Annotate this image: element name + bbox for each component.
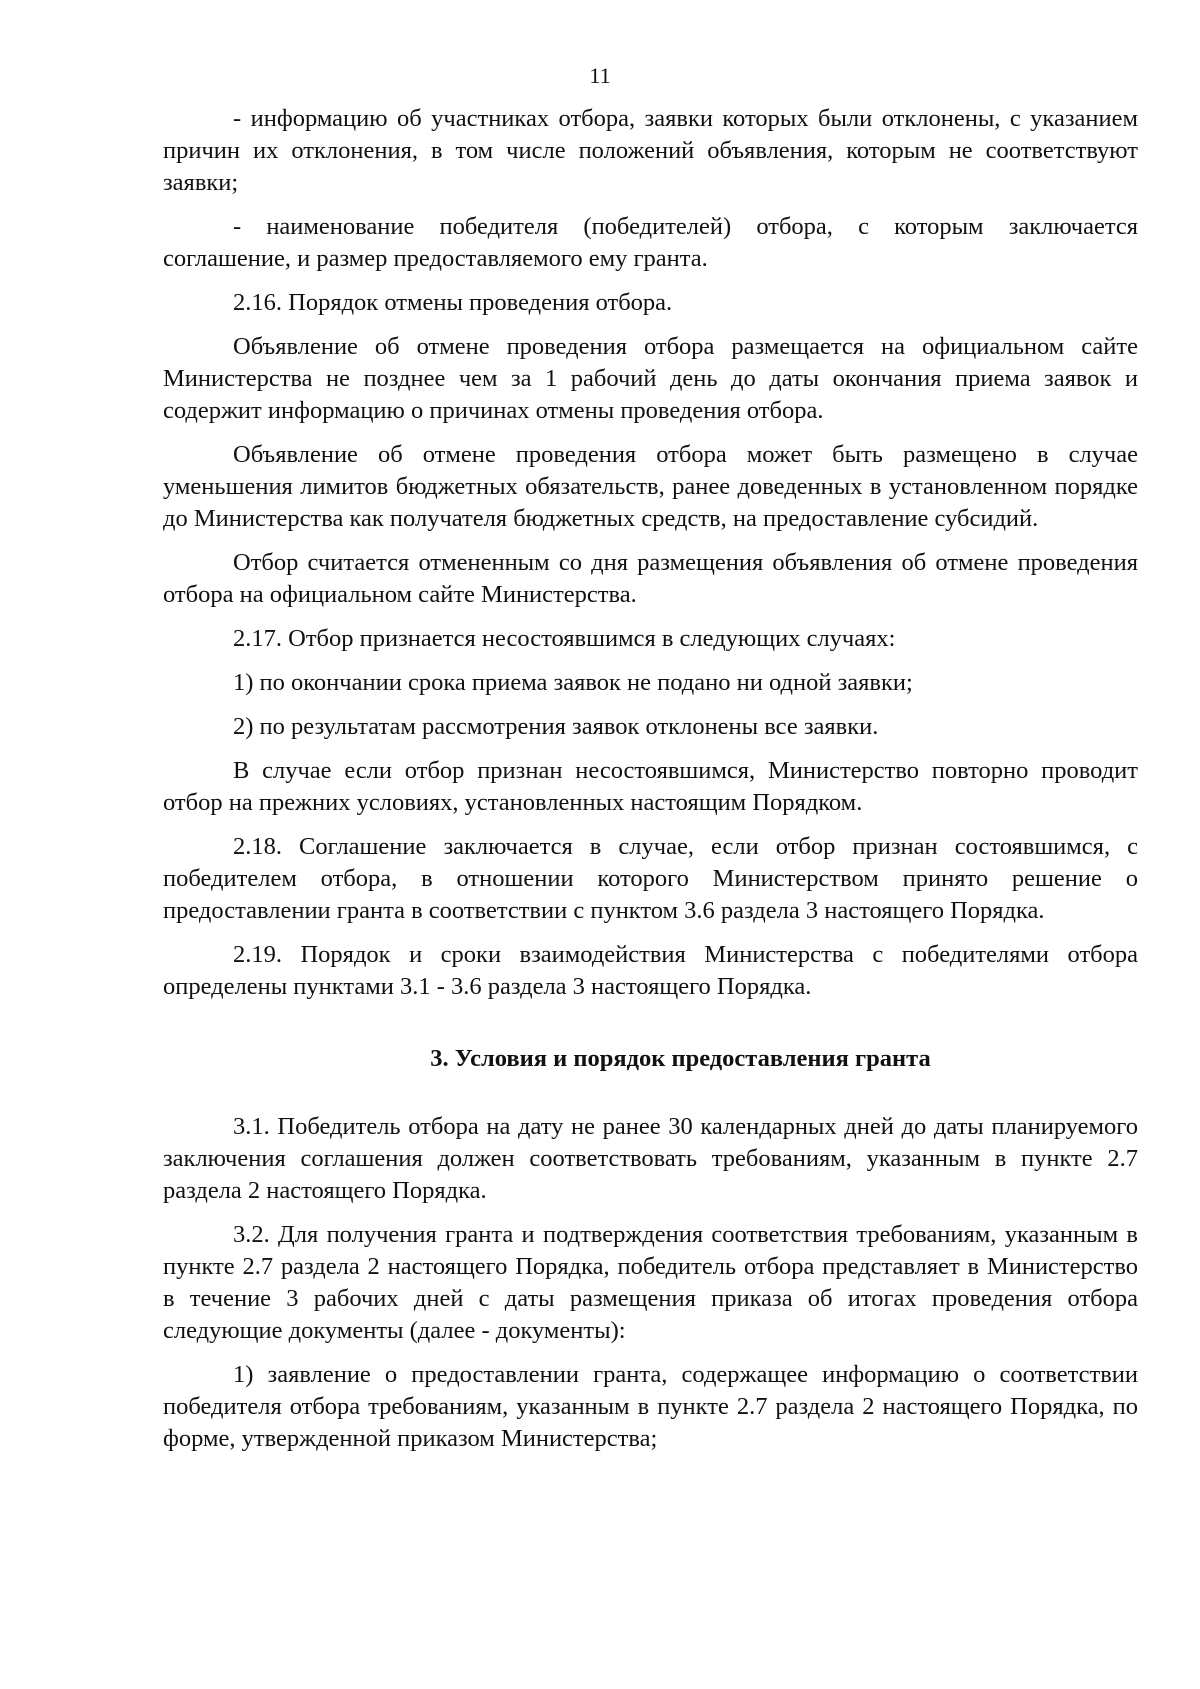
page-number: 11 xyxy=(589,63,611,88)
paragraph-3-2: 3.2. Для получения гранта и подтверждения соответствия требованиям, указанным в пункте 2.7 раздела 2 настоящего Порядка, победитель отбора представляет в Министерство в течение 3 рабочих дней с даты размещения приказа об итогах проведения отбора следующие документы (далее - документы): xyxy=(163,1221,1138,1344)
paragraph-cancellation-announcement: Объявление об отмене проведения отбора размещается на официальном сайте Министерства не позднее чем за 1 рабочий день до даты окончания приема заявок и содержит информацию о причинах отмены проведения отбора. xyxy=(163,333,1138,424)
paragraph-2-16-title: 2.16. Порядок отмены проведения отбора. xyxy=(233,289,673,316)
paragraph-winner-name: - наименование победителя (победителей) отбора, с которым заключается соглашение, и размер предоставляемого ему гранта. xyxy=(163,213,1138,272)
paragraph-2-17-case-1: 1) по окончании срока приема заявок не подано ни одной заявки; xyxy=(233,669,913,696)
paragraph-3-1: 3.1. Победитель отбора на дату не ранее 30 календарных дней до даты планируемого заключения соглашения должен соответствовать требованиям, указанным в пункте 2.7 раздела 2 настоящего Порядка. xyxy=(163,1113,1138,1204)
document-body xyxy=(163,103,1138,1467)
paragraph-2-17-title: 2.17. Отбор признается несостоявшимся в следующих случаях: xyxy=(233,625,896,652)
paragraph-2-17-case-2: 2) по результатам рассмотрения заявок отклонены все заявки. xyxy=(233,713,879,740)
paragraph-rejected-participants: - информацию об участниках отбора, заявки которых были отклонены, с указанием причин их отклонения, в том числе положений объявления, которым не соответствуют заявки; xyxy=(163,105,1138,196)
paragraph-cancellation-effective: Отбор считается отмененным со дня размещения объявления об отмене проведения отбора на официальном сайте Министерства. xyxy=(163,549,1138,608)
paragraph-2-18: 2.18. Соглашение заключается в случае, если отбор признан состоявшимся, с победителем отбора, в отношении которого Министерством принято решение о предоставлении гранта в соответствии с пунктом 3.6 раздела 3 настоящего Порядка. xyxy=(163,833,1138,924)
paragraph-2-19: 2.19. Порядок и сроки взаимодействия Министерства с победителями отбора определены пунктами 3.1 - 3.6 раздела 3 настоящего Порядка. xyxy=(163,941,1138,1000)
paragraph-3-2-item-1: 1) заявление о предоставлении гранта, содержащее информацию о соответствии победителя отбора требованиям, указанным в пункте 2.7 раздела 2 настоящего Порядка, по форме, утвержденной приказом Министерства; xyxy=(163,1361,1138,1452)
paragraph-cancellation-limits: Объявление об отмене проведения отбора может быть размещено в случае уменьшения лимитов бюджетных обязательств, ранее доведенных в установленном порядке до Министерства как получателя бюджетных средств, на предоставление субсидий. xyxy=(163,441,1138,532)
paragraph-repeat-selection: В случае если отбор признан несостоявшимся, Министерство повторно проводит отбор на прежних условиях, установленных настоящим Порядком. xyxy=(163,757,1138,816)
section-heading: 3. Условия и порядок предоставления гранта xyxy=(430,1045,931,1072)
